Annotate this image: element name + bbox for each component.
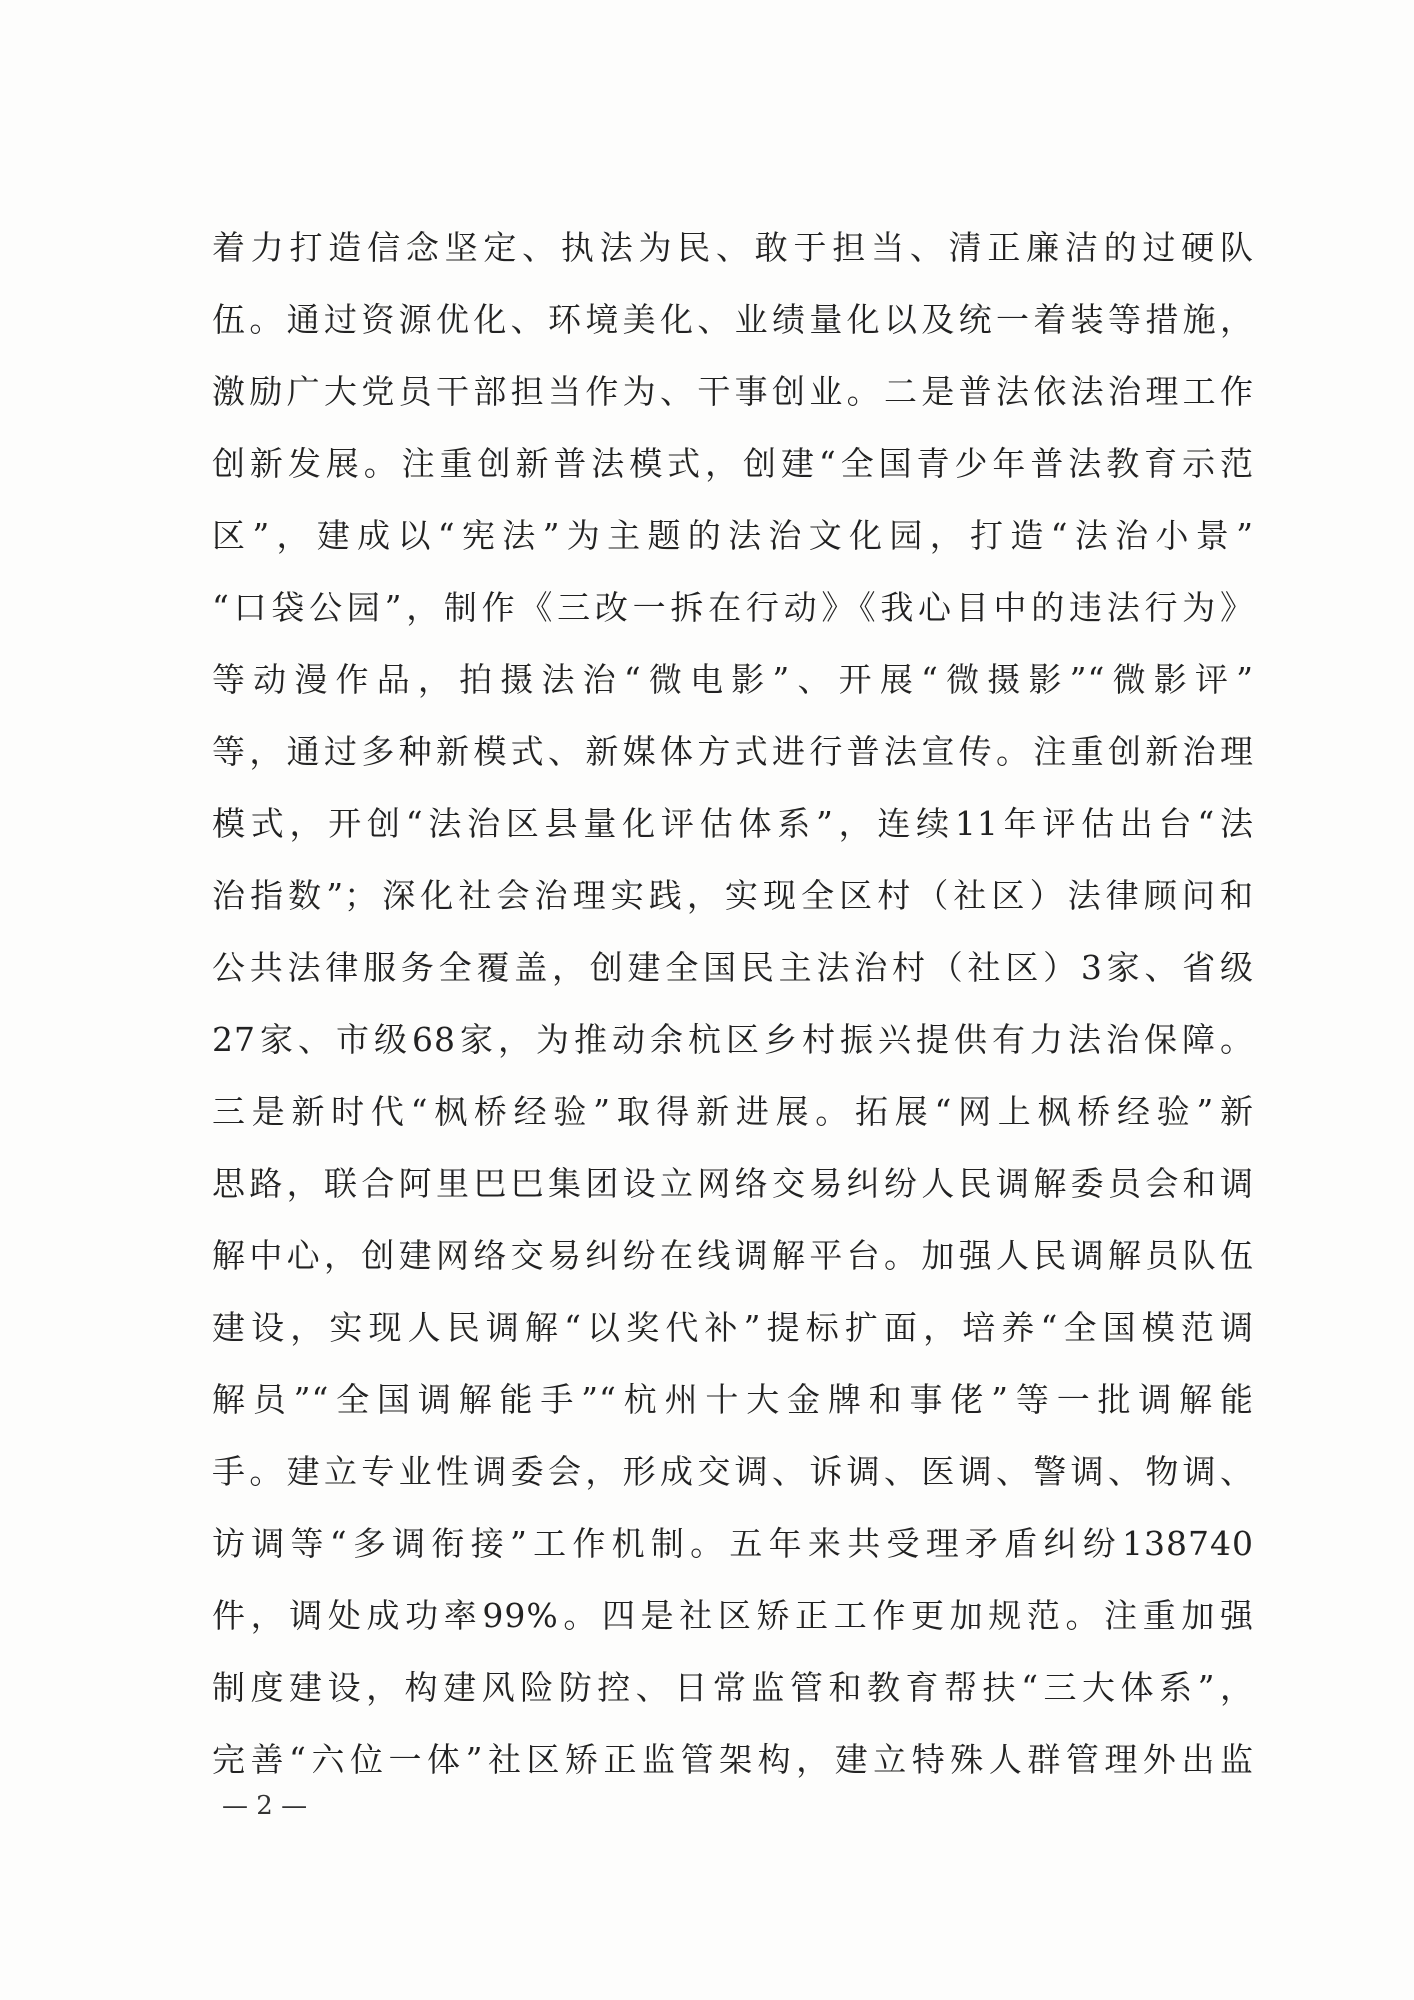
text-line: 创新发展。注重创新普法模式，创建“全国青少年普法教育示范 (212, 444, 1254, 483)
body-text (212, 212, 1254, 1796)
text-line: 等动漫作品，拍摄法治“微电影”、开展“微摄影”“微影评” (212, 660, 1254, 699)
text-line: 三是新时代“枫桥经验”取得新进展。拓展“网上枫桥经验”新 (212, 1092, 1254, 1131)
text-line: 模式，开创“法治区县量化评估体系”，连续11年评估出台“法 (212, 804, 1254, 843)
text-line: 27家、市级68家，为推动余杭区乡村振兴提供有力法治保障。 (212, 1020, 1254, 1059)
text-line: “口袋公园”，制作《三改一拆在行动》《我心目中的违法行为》 (212, 588, 1254, 627)
text-line: 伍。通过资源优化、环境美化、业绩量化以及统一着装等措施， (212, 300, 1254, 339)
text-line: 访调等“多调衔接”工作机制。五年来共受理矛盾纠纷138740 (212, 1524, 1254, 1563)
text-line: 手。建立专业性调委会，形成交调、诉调、医调、警调、物调、 (212, 1452, 1254, 1491)
text-line: 完善“六位一体”社区矫正监管架构，建立特殊人群管理外出监 (212, 1740, 1254, 1779)
text-line: 等，通过多种新模式、新媒体方式进行普法宣传。注重创新治理 (212, 732, 1254, 771)
text-line: 公共法律服务全覆盖，创建全国民主法治村（社区）3家、省级 (212, 948, 1254, 987)
text-line: 着力打造信念坚定、执法为民、敢于担当、清正廉洁的过硬队 (212, 228, 1254, 267)
text-line: 制度建设，构建风险防控、日常监管和教育帮扶“三大体系”， (212, 1668, 1254, 1707)
text-line: 解中心，创建网络交易纠纷在线调解平台。加强人民调解员队伍 (212, 1236, 1254, 1275)
text-line: 区”，建成以“宪法”为主题的法治文化园，打造“法治小景” (212, 516, 1254, 555)
text-line: 思路，联合阿里巴巴集团设立网络交易纠纷人民调解委员会和调 (212, 1164, 1254, 1203)
page-number: — 2 — (222, 1791, 308, 1821)
text-line: 治指数”；深化社会治理实践，实现全区村（社区）法律顾问和 (212, 876, 1254, 915)
text-line: 解员”“全国调解能手”“杭州十大金牌和事佬”等一批调解能 (212, 1380, 1254, 1419)
text-line: 件，调处成功率99%。四是社区矫正工作更加规范。注重加强 (212, 1596, 1254, 1635)
text-line: 激励广大党员干部担当作为、干事创业。二是普法依法治理工作 (212, 372, 1254, 411)
text-line: 建设，实现人民调解“以奖代补”提标扩面，培养“全国模范调 (212, 1308, 1254, 1347)
